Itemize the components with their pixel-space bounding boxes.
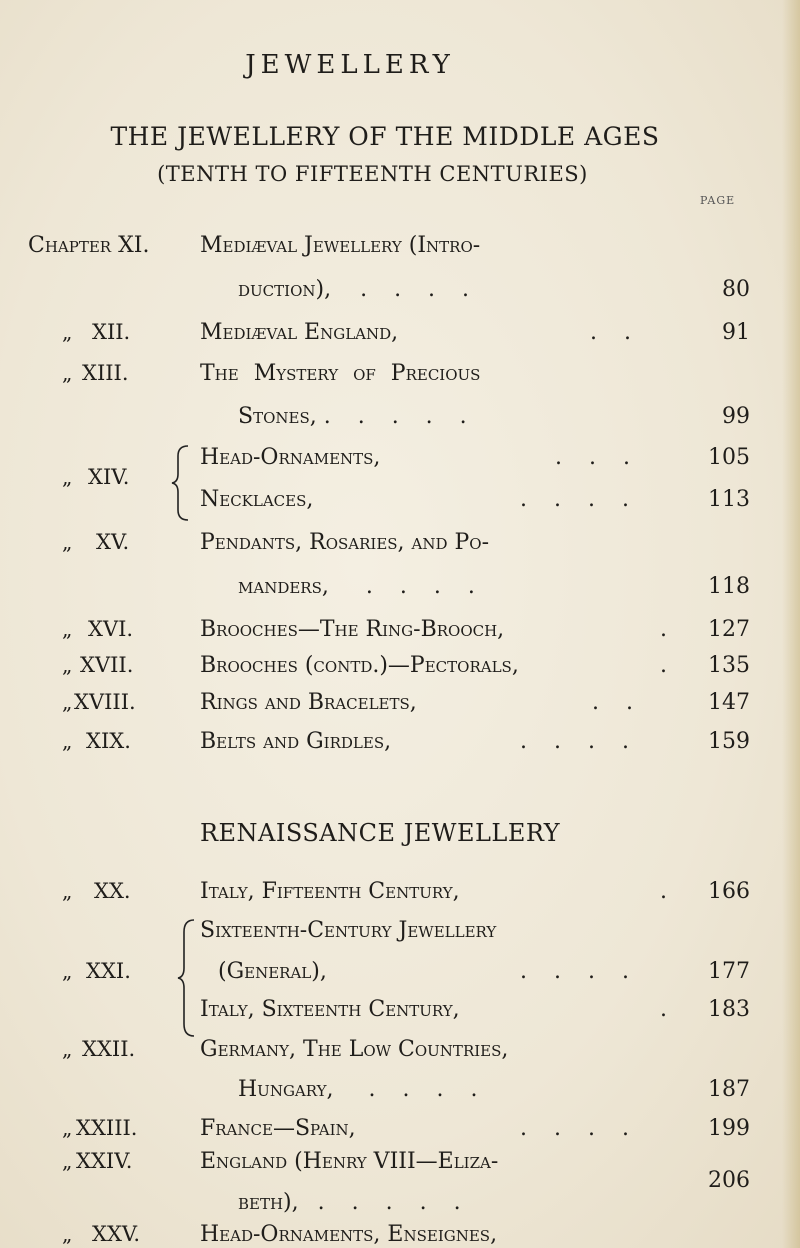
- chapter-number: XXV.: [92, 1222, 141, 1246]
- toc-entry-title: Mediæval Jewellery (Intro-: [200, 233, 481, 258]
- chapter-number: XIX.: [86, 729, 131, 753]
- ditto-mark: „: [62, 530, 73, 554]
- toc-page-number: 206: [708, 1168, 750, 1193]
- section-title: THE JEWELLERY OF THE MIDDLE AGES: [110, 122, 660, 151]
- leader-dots: . . . .: [368, 1077, 488, 1102]
- toc-page-number: 99: [722, 404, 750, 429]
- toc-entry-title: Mediæval England,: [200, 320, 399, 345]
- toc-entry-line: [238, 574, 485, 599]
- section-title: RENAISSANCE JEWELLERY: [199, 819, 561, 847]
- leader-dots: . . . . .: [323, 404, 477, 429]
- toc-entry-title: Italy, Fifteenth Century,: [200, 879, 460, 904]
- toc-page-number: 105: [708, 445, 750, 470]
- ditto-mark: „: [62, 1149, 73, 1173]
- toc-page-number: 166: [708, 879, 750, 904]
- toc-page-number: 199: [708, 1116, 750, 1141]
- toc-entry-title: Sixteenth-Century Jewellery: [200, 918, 497, 943]
- ditto-mark: „: [62, 617, 73, 641]
- chapter-label: [28, 233, 149, 258]
- toc-entry-line: [238, 277, 479, 302]
- chapter-number: XI.: [118, 233, 150, 258]
- chapter-number: XXII.: [82, 1037, 136, 1061]
- toc-entry-title-cont: Hungary,: [238, 1077, 334, 1102]
- chapter-word: Chapter: [28, 233, 112, 258]
- leader-dots: .: [660, 617, 677, 642]
- toc-entry-title: Head-Ornaments,: [200, 445, 381, 470]
- toc-page-number: 91: [722, 320, 750, 345]
- toc-page-number: 80: [722, 277, 750, 302]
- leader-dots: .: [660, 879, 677, 904]
- toc-entry-line: [238, 404, 477, 429]
- ditto-mark: „: [62, 1222, 73, 1246]
- leader-dots: .: [660, 653, 677, 678]
- leader-dots: . .: [592, 690, 643, 715]
- leader-dots: . . . .: [365, 574, 485, 599]
- toc-page-number: 183: [708, 997, 750, 1022]
- leader-dots: . . .: [555, 445, 640, 470]
- chapter-number: XVII.: [80, 653, 134, 677]
- brace-icon: [176, 918, 198, 1038]
- toc-entry-title-cont: duction),: [238, 277, 332, 302]
- chapter-number: XIII.: [82, 361, 129, 385]
- toc-entry-title: Pendants, Rosaries, and Po-: [200, 530, 490, 555]
- toc-entry-title: France—Spain,: [200, 1116, 356, 1141]
- toc-entry-title-cont: (General),: [218, 959, 327, 984]
- chapter-number: XXIV.: [76, 1149, 133, 1173]
- chapter-number: XV.: [96, 530, 130, 554]
- chapter-number: XXI.: [86, 959, 131, 983]
- toc-page-number: 147: [708, 690, 750, 715]
- section-subtitle: (TENTH TO FIFTEENTH CENTURIES): [157, 162, 588, 186]
- toc-entry-title: The Mystery of Precious: [200, 361, 481, 386]
- ditto-mark: „: [62, 653, 73, 677]
- chapter-number: XX.: [94, 879, 131, 903]
- leader-dots: . . . . .: [317, 1190, 471, 1215]
- toc-entry-title: England (Henry VIII—Eliza-: [200, 1149, 499, 1174]
- toc-entry-title: Head-Ornaments, Enseignes,: [200, 1222, 498, 1247]
- toc-entry-title: Rings and Bracelets,: [200, 690, 417, 715]
- toc-page-number: 118: [708, 574, 750, 599]
- toc-entry-line: [238, 1077, 487, 1102]
- toc-entry-title-cont: beth),: [238, 1190, 299, 1215]
- ditto-mark: „: [62, 879, 73, 903]
- brace-icon: [170, 444, 192, 522]
- toc-page-number: 187: [708, 1077, 750, 1102]
- toc-entry-title: Italy, Sixteenth Century,: [200, 997, 460, 1022]
- chapter-number: XII.: [92, 320, 131, 344]
- chapter-number: XVIII.: [74, 690, 136, 714]
- page-column-label: PAGE: [700, 194, 736, 207]
- ditto-mark: „: [62, 361, 73, 385]
- ditto-mark: „: [62, 690, 73, 714]
- toc-page-number: 135: [708, 653, 750, 678]
- toc-page-number: 113: [708, 487, 750, 512]
- toc-entry-line: [238, 1190, 471, 1215]
- toc-entry-title: Belts and Girdles,: [200, 729, 392, 754]
- ditto-mark: „: [62, 959, 73, 983]
- toc-entry-title-cont: Stones,: [238, 404, 317, 429]
- chapter-number: XIV.: [88, 465, 130, 489]
- ditto-mark: „: [62, 729, 73, 753]
- ditto-mark: „: [62, 1037, 73, 1061]
- chapter-number: XVI.: [88, 617, 134, 641]
- toc-entry-title: Necklaces,: [200, 487, 314, 512]
- ditto-mark: „: [62, 320, 73, 344]
- leader-dots: . . . .: [520, 487, 639, 512]
- ditto-mark: „: [62, 1116, 73, 1140]
- leader-dots: .: [660, 997, 677, 1022]
- running-head: JEWELLERY: [245, 50, 455, 80]
- leader-dots: . .: [590, 320, 641, 345]
- leader-dots: . . . .: [520, 729, 639, 754]
- chapter-number: XXIII.: [76, 1116, 138, 1140]
- leader-dots: . . . .: [520, 959, 639, 984]
- toc-page-number: 159: [708, 729, 750, 754]
- toc-entry-title-cont: manders,: [238, 574, 329, 599]
- toc-entry-title: Brooches—The Ring-Brooch,: [200, 617, 505, 642]
- leader-dots: . . . .: [520, 1116, 639, 1141]
- toc-page-number: 177: [708, 959, 750, 984]
- toc-entry-title: Germany, The Low Countries,: [200, 1037, 509, 1062]
- leader-dots: . . . .: [360, 277, 480, 302]
- ditto-mark: „: [62, 465, 73, 489]
- toc-entry-title: Brooches (contd.)—Pectorals,: [200, 653, 519, 678]
- toc-page-number: 127: [708, 617, 750, 642]
